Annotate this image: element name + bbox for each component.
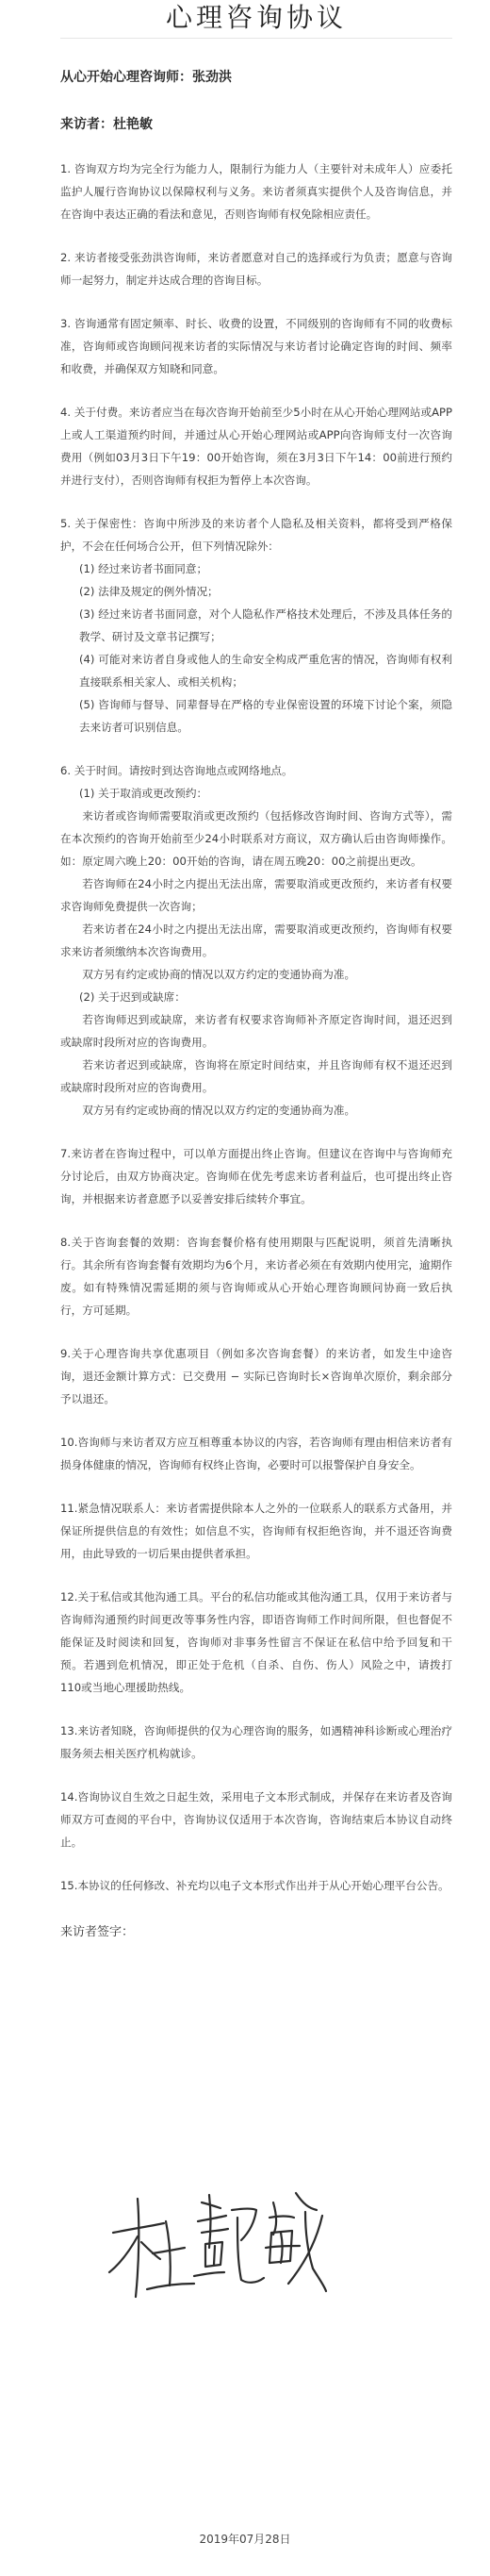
clause-6 (60, 759, 452, 1122)
subsection-title: (2) 关于迟到或缺席： (79, 990, 186, 1004)
clause-text: 10.咨询师与来访者双方应互相尊重本协议的内容，若咨询师有理由相信来访者有损身体健康的情况，咨询师有权终止咨询，必要时可以报警保护自身安全。 (60, 1436, 452, 1471)
clause-5 (60, 512, 452, 739)
clause-text: 若咨询师在24小时之内提出无法出席，需要取消或更改预约，来访者有权要求咨询师免费提供一次咨询； (60, 877, 452, 913)
clause-text: 3. 咨询通常有固定频率、时长、收费的设置，不同级别的咨询师有不同的收费标准，咨询师或咨询顾问视来访者的实际情况与来访者讨论确定咨询的时间、频率和收费，并确保双方知晓和同意。 (60, 317, 452, 375)
clause-15 (60, 1874, 452, 1897)
clause-text: 双方另有约定或协商的情况以双方约定的变通协商为准。 (82, 968, 356, 981)
client-name: 来访者：杜艳敏 (60, 117, 153, 132)
clause-text: 9.关于心理咨询共享优惠项目（例如多次咨询套餐）的来访者，如发生中途咨询，退还金额计算方式：已交费用 − 实际已咨询时长×咨询单次原价，剩余部分予以退还。 (60, 1347, 452, 1405)
clause-text: 若来访者迟到或缺席，咨询将在原定时间结束，并且咨询师有权不退还迟到或缺席时段所对应的咨询费用。 (60, 1058, 452, 1094)
clause-text: 5. 关于保密性：咨询中所涉及的来访者个人隐私及相关资料，都将受到严格保护，不会在任何场合公开，但下列情况除外： (60, 517, 452, 553)
clause-text: 来访者或咨询师需要取消或更改预约（包括修改咨询时间、咨询方式等），需在本次预约的咨询开始前至少24小时联系对方商议，双方确认后由咨询师操作。如：原定周六晚上20：00开始的咨询，请在周五晚20：00之前提出更改。 (60, 809, 452, 868)
clause-text: 1. 咨询双方均为完全行为能力人，限制行为能力人（主要针对未成年人）应委托监护人履行咨询协议以保障权利与义务。来访者须真实提供个人及咨询信息，并在咨询中表达正确的看法和意见，否则咨询师有权免除相应责任。 (60, 162, 452, 221)
clause-text: 7.来访者在咨询过程中，可以单方面提出终止咨询。但建议在咨询中与咨询师充分讨论后，由双方协商决定。咨询师在优先考虑来访者利益后，也可提出终止咨询，并根据来访者意愿予以妥善安排后续转介事宜。 (60, 1147, 452, 1205)
clause-text: 12.关于私信或其他沟通工具。平台的私信功能或其他沟通工具，仅用于来访者与咨询师沟通预约时间更改等事务性内容，即语咨询师工作时间所限，但也督促不能保证及时阅读和回复，咨询师对非事务性留言不保证在私信中给予回复和干预。若遇到危机情况，即正处于危机（自杀、自伤、伤人）风险之中，请拨打110或当地心理援助热线。 (60, 1590, 452, 1694)
clause-text: 14.咨询协议自生效之日起生效，采用电子文本形式制成，并保存在来访者及咨询师双方可查阅的平台中，咨询协议仅适用于本次咨询，咨询结束后本协议自动终止。 (60, 1790, 452, 1849)
clause-4 (60, 401, 452, 491)
handwritten-signature (104, 2174, 330, 2316)
list-item: (1) 经过来访者书面同意； (79, 562, 208, 575)
list-item: (3) 经过来访者书面同意，对个人隐私作严格技术处理后，不涉及具体任务的教学、研讨及文章书记撰写； (79, 607, 452, 643)
clause-3 (60, 312, 452, 380)
clause-text: 2. 来访者接受张劲洪咨询师，来访者愿意对自己的选择或行为负责；愿意与咨询师一起努力，制定并达成合理的咨询目标。 (60, 251, 452, 287)
clause-text: 13.来访者知晓，咨询师提供的仅为心理咨询的服务，如遇精神科诊断或心理治疗服务须去相关医疗机构就诊。 (60, 1724, 452, 1760)
counselor-name: 从心开始心理咨询师：张劲洪 (60, 70, 232, 85)
clause-text: 11.紧急情况联系人：来访者需提供除本人之外的一位联系人的联系方式备用，并保证所提供信息的有效性；如信息不实，咨询师有权拒绝咨询，并不退还咨询费用，由此导致的一切后果由提供者承担。 (60, 1502, 452, 1560)
subsection-title: (1) 关于取消或更改预约： (79, 787, 208, 800)
clause-text: 8.关于咨询套餐的效期：咨询套餐价格有使用期限与匹配说明，须首先清晰执行。其余所有咨询套餐有效期均为6个月，来访者必须在有效期内使用完，逾期作废。如有特殊情况需延期的须与咨询师或从心开始心理咨询顾问协商一致后执行，方可延期。 (60, 1236, 452, 1317)
list-item: (4) 可能对来访者自身或他人的生命安全构成严重危害的情况，咨询师有权利直接联系相关家人、或相关机构； (79, 653, 452, 689)
clause-2 (60, 246, 452, 291)
clause-text: 4. 关于付费。来访者应当在每次咨询开始前至少5小时在从心开始心理网站或APP上或人工渠道预约时间，并通过从心开始心理网站或APP向咨询师支付一次咨询费用（例如03月3日下午19：00开始咨询，须在3月3日下午14：00前进行预约并进行支付），否则咨询师有权拒为暂停上本次咨询。 (60, 406, 452, 487)
clause-11 (60, 1497, 452, 1565)
clause-14 (60, 1786, 452, 1853)
clause-13 (60, 1720, 452, 1765)
page-title: 心理咨询协议 (60, 0, 452, 39)
signature-date: 2019年07月28日 (199, 2533, 291, 2546)
clause-text: 若来访者在24小时之内提出无法出席，需要取消或更改预约，咨询师有权要求来访者须缴纳本次咨询费用。 (60, 922, 452, 958)
clause-8 (60, 1231, 452, 1321)
list-item: (5) 咨询师与督导、同辈督导在严格的专业保密设置的环境下讨论个案，须隐去来访者可识别信息。 (79, 698, 452, 734)
clause-text: 双方另有约定或协商的情况以双方约定的变通协商为准。 (82, 1104, 356, 1117)
clause-7 (60, 1142, 452, 1210)
clause-1 (60, 158, 452, 225)
clause-9 (60, 1342, 452, 1410)
clause-text: 若咨询师迟到或缺席，来访者有权要求咨询师补齐原定咨询时间，退还迟到或缺席时段所对应的咨询费用。 (60, 1013, 452, 1049)
signature-label: 来访者签字： (60, 1925, 135, 1939)
clause-10 (60, 1431, 452, 1476)
list-item: (2) 法律及规定的例外情况； (79, 585, 219, 598)
clause-text: 6. 关于时间。请按时到达咨询地点或网络地点。 (60, 764, 293, 777)
clause-text: 15.本协议的任何修改、补充均以电子文本形式作出并于从心开始心理平台公告。 (60, 1879, 449, 1892)
clause-12 (60, 1586, 452, 1699)
